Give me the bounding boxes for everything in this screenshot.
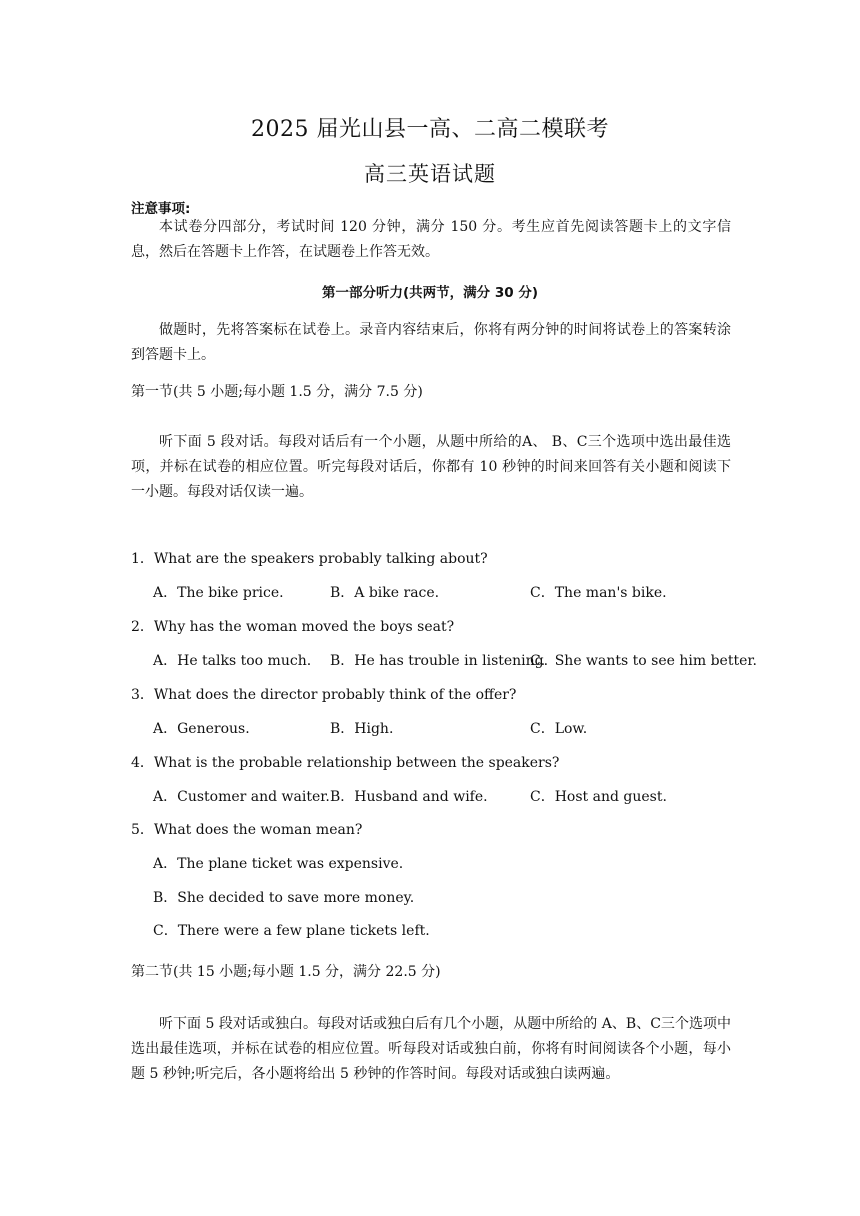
- question-4: 4．What is the probable relationship between the speakers?: [131, 755, 560, 771]
- section2-instruction: 听下面 5 段对话或独白。每段对话或独白后有几个小题，从题中所给的 A、B、C三个选项中选出最佳选项，并标在试卷的相应位置。听每段对话或独白前，你将有时间阅读各个小题，每小题 5 秒钟;听完后，各小题将给出 5 秒钟的作答时间。每段对话或独白读两遍。: [131, 1016, 731, 1082]
- section1-instruction: 听下面 5 段对话。每段对话后有一个小题，从题中所给的A、 B、C三个选项中选出最佳选项，并标在试卷的相应位置。听完每段对话后，你都有 10 秒钟的时间来回答有关小题和阅读下一小题。每段对话仅读一遍。: [131, 434, 731, 500]
- question-1: 1．What are the speakers probably talking about?: [131, 551, 488, 567]
- exam-subtitle: 高三英语试题: [364, 162, 496, 186]
- q4-option-c: C．Host and guest.: [530, 789, 667, 805]
- q4-option-b: B．Husband and wife.: [330, 789, 488, 805]
- q1-option-a: A．The bike price.: [153, 585, 284, 601]
- q5-option-a: A．The plane ticket was expensive.: [153, 856, 404, 872]
- section2-heading: 第二节(共 15 小题;每小题 1.5 分，满分 22.5 分): [131, 964, 441, 980]
- part1-heading: 第一部分听力(共两节，满分 30 分): [321, 285, 539, 301]
- q3-option-a: A．Generous.: [153, 721, 250, 737]
- q3-option-c: C．Low.: [530, 721, 588, 737]
- section1-heading: 第一节(共 5 小题;每小题 1.5 分，满分 7.5 分): [131, 384, 423, 400]
- q1-option-c: C．The man's bike.: [530, 585, 667, 601]
- q3-option-b: B．High.: [330, 721, 394, 737]
- q2-option-a: A．He talks too much.: [153, 653, 312, 669]
- q1-option-b: B．A bike race.: [330, 585, 440, 601]
- q4-option-a: A．Customer and waiter.: [153, 789, 330, 805]
- exam-title: 2025 届光山县一高、二高二模联考: [251, 117, 609, 142]
- question-5: 5．What does the woman mean?: [131, 822, 363, 838]
- q2-option-b: B．He has trouble in listening.: [330, 653, 549, 669]
- part1-instruction: 做题时，先将答案标在试卷上。录音内容结束后，你将有两分钟的时间将试卷上的答案转涂到答题卡上。: [131, 322, 731, 363]
- question-2: 2．Why has the woman moved the boys seat?: [131, 619, 455, 635]
- notice-text: 本试卷分四部分，考试时间 120 分钟，满分 150 分。考生应首先阅读答题卡上的文字信息，然后在答题卡上作答，在试题卷上作答无效。: [131, 219, 731, 260]
- q5-option-c: C．There were a few plane tickets left.: [153, 923, 430, 939]
- notice-heading: 注意事项:: [131, 201, 191, 217]
- q2-option-c: C．She wants to see him better.: [530, 653, 757, 669]
- q5-option-b: B．She decided to save more money.: [153, 890, 415, 906]
- question-3: 3．What does the director probably think of the offer?: [131, 687, 517, 703]
